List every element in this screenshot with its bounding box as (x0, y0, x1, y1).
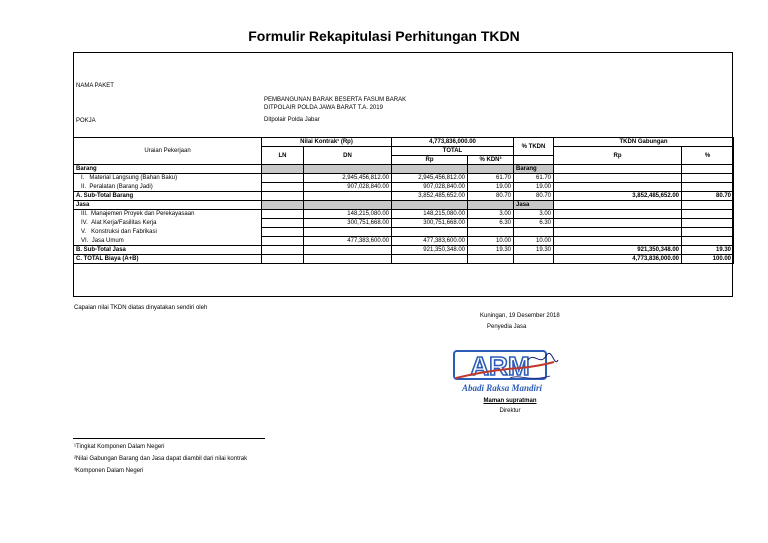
nama-paket-label: NAMA PAKET (76, 83, 114, 89)
header-gabungan: TKDN Gabungan (554, 138, 734, 147)
header-tkdn-pct: % TKDN (514, 138, 554, 156)
header-dn: DN (304, 147, 392, 165)
stamp-company: Abadi Raksa Mandiri (461, 383, 543, 393)
table-row: II. Peralatan (Barang Jadi) 907,028,840.00 907,028,840.00 19.00 19.00 (74, 183, 734, 192)
signer-name: Maman supratman (483, 398, 537, 404)
header-ln: LN (262, 147, 304, 165)
table-row: V. Konstruksi dan Fabrikasi (74, 228, 734, 237)
footnote-3: ³Komponen Dalam Negeri (74, 468, 144, 474)
header-nilai-kontrak-value: 4,773,836,000.00 (392, 138, 514, 147)
pokja-value: Ditpolair Polda Jabar (264, 117, 320, 123)
header-total: TOTAL (392, 147, 514, 156)
page-title: Formulir Rekapitulasi Perhitungan TKDN (248, 28, 520, 44)
subtotal-jasa-row: B. Sub-Total Jasa 921,350,348.00 19.30 19.30 921,350,348.00 19.30 (74, 246, 734, 255)
pokja-label: POKJA (76, 118, 96, 124)
note-text: Capaian nilai TKDN diatas dinyatakan sendiri oleh (74, 305, 208, 311)
section-jasa-label: Jasa (74, 201, 262, 210)
footnote-2: ²Nilai Gabungan Barang dan Jasa dapat diambil dari nilai kontrak (74, 456, 248, 462)
barang-tag: Barang (514, 165, 554, 174)
row-label: Material Langsung (Bahan Baku) (89, 175, 178, 182)
rekap-table (73, 137, 734, 264)
header-gab-rp: Rp (554, 147, 682, 165)
total-row: C. TOTAL Biaya (A+B) 4,773,836,000.00 100.00 (74, 255, 734, 264)
table-row: I. Material Langsung (Bahan Baku) 2,945,456,812.00 2,945,456,812.00 61.70 61.70 (74, 174, 734, 183)
jasa-tag: Jasa (514, 201, 554, 210)
row-label: Peralatan (Barang Jadi) (89, 183, 153, 190)
header-uraian: Uraian Pekerjaan (74, 138, 262, 165)
provider-label: Penyedia Jasa (487, 324, 527, 330)
header-total-rp: Rp (392, 156, 468, 165)
empty-cell (514, 156, 554, 165)
subtotal-barang-row: A. Sub-Total Barang 3,852,485,652.00 80.70 80.70 3,852,485,652.00 80.70 (74, 192, 734, 201)
header-row-1 (74, 138, 734, 147)
stamp-letters: ARM (470, 351, 530, 381)
signer-position: Direktur (499, 408, 521, 414)
section-barang-row (74, 165, 734, 174)
header-kdn: % KDN³ (468, 156, 514, 165)
header-gab-pct: % (682, 147, 734, 165)
table-row: IV. Alat Kerja/Fasilitas Kerja 300,751,668.00 300,751,668.00 6.30 6.30 (74, 219, 734, 228)
footnote-1: ¹Tingkat Komponen Dalam Negeri (74, 444, 165, 450)
paket-line1: PEMBANGUNAN BARAK BESERTA FASUM BARAK (264, 97, 407, 103)
paket-line2: DITPOLAIR POLDA JAWA BARAT T.A. 2019 (264, 105, 383, 111)
company-stamp (450, 348, 560, 398)
section-jasa-row (74, 201, 734, 210)
header-nilai-kontrak: Nilai Kontrak¹ (Rp) (262, 138, 392, 147)
section-barang-label: Barang (74, 165, 262, 174)
table-row: III. Manajemen Proyek dan Perekayasaan 148,215,080.00 148,215,080.00 3.00 3.00 (74, 210, 734, 219)
footnote-divider (73, 438, 265, 439)
place-date: Kuningan, 19 Desember 2018 (480, 313, 560, 319)
table-row: VI. Jasa Umum 477,383,600.00 477,383,600.00 10.00 10.00 (74, 237, 734, 246)
